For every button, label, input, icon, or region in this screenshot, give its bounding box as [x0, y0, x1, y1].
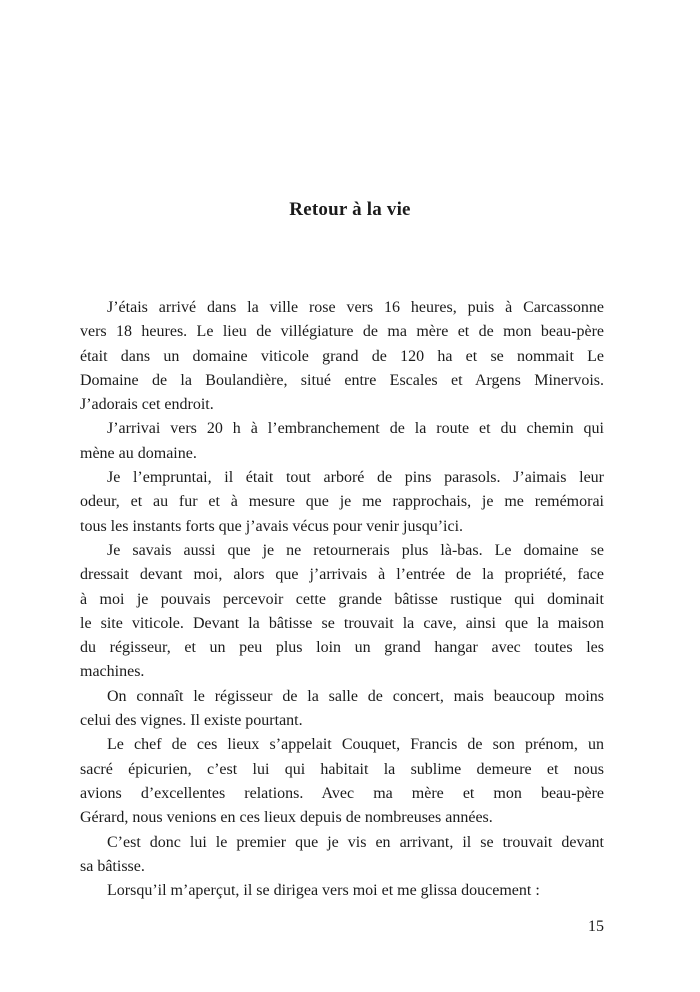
- body-line: était dans un domaine viticole grand de 120 ha et se nommait Le: [80, 347, 604, 365]
- chapter-title: Retour à la vie: [289, 199, 411, 220]
- text-block: [80, 296, 604, 903]
- body-line: Je l’empruntai, il était tout arboré de pins parasols. J’aimais leur: [107, 469, 604, 487]
- body-line: à moi je pouvais percevoir cette grande bâtisse rustique qui dominait: [80, 590, 604, 608]
- body-line: J’adorais cet endroit.: [80, 396, 214, 414]
- body-line: du régisseur, et un peu plus loin un grand hangar avec toutes les: [80, 639, 604, 657]
- body-line: Lorsqu’il m’aperçut, il se dirigea vers moi et me glissa doucement :: [107, 882, 540, 900]
- body-line: le site viticole. Devant la bâtisse se trouvait la cave, ainsi que la maison: [80, 614, 604, 632]
- page-number: 15: [588, 918, 604, 935]
- body-line: Gérard, nous venions en ces lieux depuis de nombreuses années.: [80, 809, 493, 827]
- body-line: J’étais arrivé dans la ville rose vers 16 heures, puis à Carcassonne: [107, 299, 604, 316]
- body-line: vers 18 heures. Le lieu de villégiature de ma mère et de mon beau-père: [80, 323, 604, 341]
- body-line: tous les instants forts que j’avais vécus pour venir jusqu’ici.: [80, 517, 464, 535]
- body-line: Domaine de la Boulandière, situé entre Escales et Argens Minervois.: [80, 371, 604, 389]
- body-line: Je savais aussi que je ne retournerais plus là-bas. Le domaine se: [107, 541, 604, 559]
- body-line: machines.: [80, 663, 145, 681]
- body-line: J’arrivai vers 20 h à l’embranchement de la route et du chemin qui: [107, 420, 604, 438]
- body-line: Le chef de ces lieux s’appelait Couquet, Francis de son prénom, un: [107, 736, 604, 754]
- body-line: sacré épicurien, c’est lui qui habitait la sublime demeure et nous: [80, 760, 604, 778]
- body-line: dressait devant moi, alors que j’arrivais à l’entrée de la propriété, face: [80, 566, 604, 584]
- body-line: avions d’excellentes relations. Avec ma mère et mon beau-père: [80, 784, 604, 802]
- body-line: On connaît le régisseur de la salle de concert, mais beaucoup moins: [107, 687, 604, 705]
- body-line: mène au domaine.: [80, 444, 197, 462]
- body-line: C’est donc lui le premier que je vis en arrivant, il se trouvait devant: [107, 833, 604, 851]
- body-line: odeur, et au fur et à mesure que je me rapprochais, je me remémorai: [80, 493, 604, 511]
- body-line: sa bâtisse.: [80, 857, 145, 875]
- body-line: celui des vignes. Il existe pourtant.: [80, 712, 303, 730]
